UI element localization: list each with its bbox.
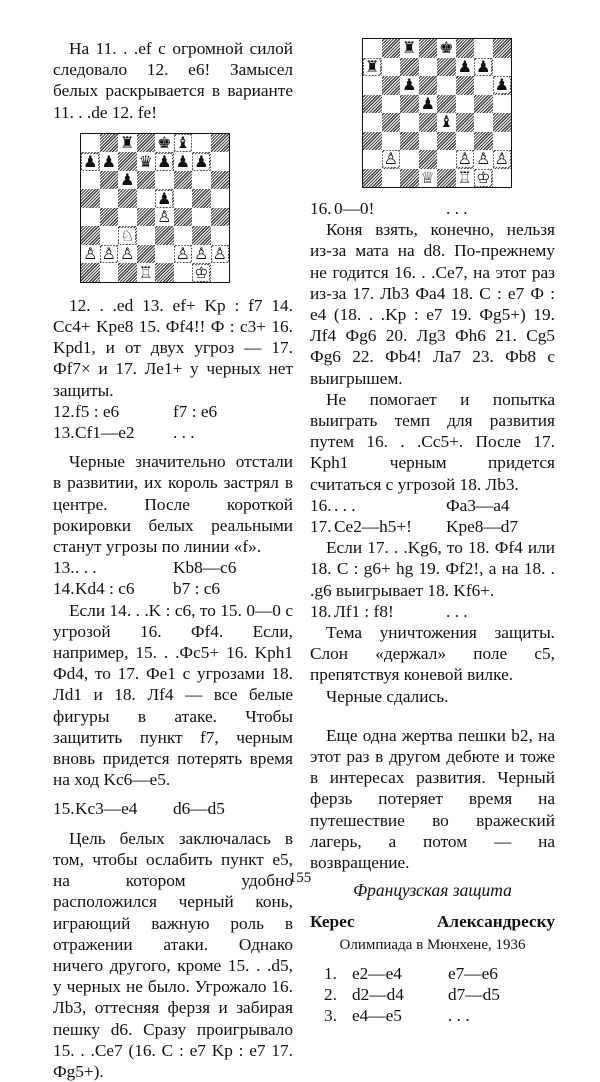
board-square bbox=[118, 245, 137, 264]
chess-piece: ♔ bbox=[476, 167, 491, 187]
chess-piece: ♟ bbox=[157, 188, 172, 208]
chess-piece: ♟ bbox=[101, 151, 116, 171]
board-square bbox=[211, 189, 230, 208]
board-square bbox=[192, 226, 211, 245]
board-square bbox=[456, 58, 475, 77]
board-square bbox=[211, 208, 230, 227]
white-move: 0—0! bbox=[334, 199, 375, 218]
board-square bbox=[211, 263, 230, 282]
black-move: f7 : e6 bbox=[173, 401, 218, 421]
board-square bbox=[400, 169, 419, 188]
board-square bbox=[211, 152, 230, 171]
move-row bbox=[53, 557, 293, 578]
board-square bbox=[118, 208, 137, 227]
board-square bbox=[211, 226, 230, 245]
board-square bbox=[419, 150, 438, 169]
chess-piece: ♙ bbox=[175, 244, 190, 264]
black-move: Kpe8—d7 bbox=[446, 517, 518, 537]
board-square bbox=[474, 113, 493, 132]
move-list bbox=[53, 401, 293, 443]
board-square bbox=[493, 169, 512, 188]
chess-piece: ♜ bbox=[402, 38, 417, 58]
board-square bbox=[100, 171, 119, 190]
chess-piece: ♟ bbox=[494, 75, 509, 95]
move-list bbox=[53, 798, 293, 819]
board-square bbox=[474, 169, 493, 188]
board-square bbox=[192, 171, 211, 190]
chess-piece: ♚ bbox=[439, 38, 454, 58]
move-number: 18. bbox=[310, 601, 332, 621]
chess-piece: ♝ bbox=[175, 133, 190, 153]
board-square bbox=[118, 134, 137, 153]
board-square bbox=[174, 245, 193, 264]
move-row bbox=[310, 963, 555, 984]
board-square bbox=[100, 245, 119, 264]
board-square bbox=[437, 39, 456, 58]
chess-piece: ♜ bbox=[120, 133, 135, 153]
move-number: 14. bbox=[53, 579, 75, 599]
board-square bbox=[174, 171, 193, 190]
chess-piece: ♙ bbox=[383, 149, 398, 169]
chess-piece: ♙ bbox=[101, 244, 116, 264]
comment-paragraph: Цель белых заключалась в том, чтобы ослабить пункт e5, на котором удобно расположился черный конь, играющий важную роль в отражении атаки. Однако ничего другого, кроме 15. . .d5, у черных не было. Угрожало 16. Лb3, оттесняя ферзя и забирая пешку d6. Сразу проигрывало 15. . .Ce7 (16. C : e7 Kp : e7 17. Фg5+). bbox=[53, 828, 293, 1081]
move-number: 16. bbox=[310, 199, 332, 218]
board-square bbox=[474, 150, 493, 169]
black-move: . . . bbox=[448, 1006, 470, 1026]
board-square bbox=[100, 208, 119, 227]
board-square bbox=[437, 169, 456, 188]
black-move: . . . bbox=[446, 601, 468, 621]
board-square bbox=[192, 245, 211, 264]
board-square bbox=[81, 189, 100, 208]
move-row bbox=[310, 516, 555, 537]
chess-piece: ♟ bbox=[420, 93, 435, 113]
board-square bbox=[81, 134, 100, 153]
board-square bbox=[100, 152, 119, 171]
chess-piece: ♝ bbox=[439, 112, 454, 132]
chess-diagram-2 bbox=[362, 38, 512, 188]
board-square bbox=[456, 150, 475, 169]
board-square bbox=[400, 95, 419, 114]
chess-piece: ♙ bbox=[120, 244, 135, 264]
comment-paragraph: Коня взять, конечно, нельзя из-за мата на d8. По-прежнему не годится 16. . .Ce7, на этот раз из-за 17. Лb3 Фa4 18. C : e7 Ф : e4 (18. . .Kp : e7 19. Фg5+) 19. Лf4 Фg6 20. Лg3 Фh6 21. Cg5 Фg6 22. Фb4! Лa7 23. Фb8 с выигрышем. bbox=[310, 220, 555, 388]
board-square bbox=[456, 113, 475, 132]
white-move: e2—e4 bbox=[352, 964, 402, 984]
chess-piece: ♜ bbox=[365, 56, 380, 76]
board-square bbox=[400, 76, 419, 95]
chess-piece: ♙ bbox=[194, 244, 209, 264]
event-line: Олимпиада в Мюнхене, 1936 bbox=[339, 937, 526, 954]
move-number: 13. bbox=[53, 558, 75, 578]
black-move: Kb8—c6 bbox=[173, 558, 237, 578]
move-row bbox=[53, 401, 293, 422]
comment-paragraph: 12. . .ed 13. ef+ Kp : f7 14. Cc4+ Kpe8 15. Фf4!! Ф : c3+ 16. Kpd1, и от двух угроз — 17. Фf7× и 17. Ле1+ у черных нет защиты. bbox=[53, 295, 293, 400]
board-square bbox=[155, 245, 174, 264]
board-square bbox=[419, 95, 438, 114]
black-move: b7 : c6 bbox=[173, 579, 221, 599]
opening-title: Французская защита bbox=[353, 880, 512, 901]
board-square bbox=[363, 169, 382, 188]
move-list bbox=[310, 198, 555, 219]
black-move: . . . bbox=[446, 199, 468, 218]
board-square bbox=[211, 134, 230, 153]
white-move: f5 : e6 bbox=[75, 401, 120, 421]
chess-piece: ♙ bbox=[157, 207, 172, 227]
board-square bbox=[100, 189, 119, 208]
chess-piece: ♟ bbox=[402, 75, 417, 95]
move-row bbox=[53, 578, 293, 599]
board-square bbox=[363, 150, 382, 169]
black-player: Александреску bbox=[436, 912, 555, 932]
board-square bbox=[155, 263, 174, 282]
chess-piece: ♟ bbox=[157, 151, 172, 171]
board-square bbox=[100, 134, 119, 153]
move-number: 12. bbox=[53, 401, 75, 421]
board-square bbox=[382, 39, 401, 58]
board-square bbox=[419, 169, 438, 188]
move-list bbox=[53, 557, 293, 599]
board-square bbox=[456, 132, 475, 151]
board-square bbox=[437, 76, 456, 95]
board-square bbox=[363, 113, 382, 132]
chess-piece: ♙ bbox=[457, 149, 472, 169]
board-square bbox=[419, 76, 438, 95]
board-square bbox=[81, 208, 100, 227]
board-square bbox=[382, 169, 401, 188]
board-square bbox=[192, 134, 211, 153]
move-row bbox=[310, 495, 555, 516]
black-move: Фa3—a4 bbox=[446, 495, 510, 515]
black-move: e7—e6 bbox=[448, 964, 498, 984]
board-square bbox=[137, 134, 156, 153]
game-move-list bbox=[310, 963, 555, 1026]
board-square bbox=[456, 76, 475, 95]
board-square bbox=[363, 95, 382, 114]
board-square bbox=[137, 263, 156, 282]
board-square bbox=[456, 95, 475, 114]
comment-paragraph: Черные значительно отстали в развитии, их король застрял в центре. После короткой рокировки белых реальными станут угрозы по линии «f». bbox=[53, 452, 293, 557]
board-square bbox=[400, 39, 419, 58]
board-square bbox=[155, 171, 174, 190]
board-square bbox=[137, 171, 156, 190]
board-square bbox=[155, 134, 174, 153]
board-square bbox=[81, 245, 100, 264]
board-square bbox=[81, 152, 100, 171]
board-square bbox=[174, 189, 193, 208]
chess-piece: ♔ bbox=[194, 262, 209, 282]
board-square bbox=[211, 171, 230, 190]
board-square bbox=[382, 113, 401, 132]
board-square bbox=[192, 152, 211, 171]
move-number: 17. bbox=[310, 517, 332, 537]
black-move: . . . bbox=[173, 423, 195, 443]
board-square bbox=[456, 39, 475, 58]
board-square bbox=[118, 171, 137, 190]
board-square bbox=[174, 208, 193, 227]
board-square bbox=[493, 39, 512, 58]
board-square bbox=[363, 39, 382, 58]
board-square bbox=[400, 132, 419, 151]
chess-piece: ♟ bbox=[457, 56, 472, 76]
white-move: Лf1 : f8! bbox=[334, 601, 394, 621]
comment-paragraph: Если 17. . .Kg6, то 18. Фf4 или 18. C : g6+ hg 19. Фf2!, а на 18. . .g6 выигрывает 18. Kf6+. bbox=[310, 538, 555, 600]
board-square bbox=[137, 208, 156, 227]
board-square bbox=[192, 189, 211, 208]
board-square bbox=[363, 76, 382, 95]
move-row bbox=[310, 198, 555, 219]
black-move: d6—d5 bbox=[173, 799, 225, 819]
chess-piece: ♖ bbox=[457, 167, 472, 187]
board-square bbox=[437, 150, 456, 169]
board-square bbox=[100, 226, 119, 245]
board-square bbox=[493, 58, 512, 77]
white-move: Cf1—e2 bbox=[75, 423, 135, 443]
board-square bbox=[118, 263, 137, 282]
move-number: 15. bbox=[53, 799, 75, 819]
move-number: 1. bbox=[324, 964, 337, 984]
white-move: . . . bbox=[334, 495, 356, 515]
chess-piece: ♛ bbox=[138, 151, 153, 171]
comment-paragraph: Черные сдались. bbox=[326, 686, 449, 706]
chess-piece: ♟ bbox=[120, 170, 135, 190]
chess-piece: ♙ bbox=[212, 244, 227, 264]
board-square bbox=[493, 132, 512, 151]
move-list bbox=[310, 495, 555, 537]
board-square bbox=[382, 58, 401, 77]
board-square bbox=[118, 226, 137, 245]
board-square bbox=[192, 263, 211, 282]
chess-piece: ♟ bbox=[476, 56, 491, 76]
chess-piece: ♙ bbox=[476, 149, 491, 169]
chess-piece: ♘ bbox=[120, 225, 135, 245]
board-square bbox=[81, 171, 100, 190]
white-move: Ce2—h5+! bbox=[334, 517, 412, 537]
move-number: 3. bbox=[324, 1006, 337, 1026]
move-row bbox=[310, 601, 555, 622]
white-move: . . . bbox=[75, 558, 97, 578]
chess-piece: ♙ bbox=[494, 149, 509, 169]
board-square bbox=[493, 76, 512, 95]
board-square bbox=[174, 152, 193, 171]
page-number: 155 bbox=[288, 870, 312, 886]
move-number: 13. bbox=[53, 423, 75, 443]
board-square bbox=[474, 39, 493, 58]
board-square bbox=[155, 226, 174, 245]
move-row bbox=[310, 1005, 555, 1026]
move-row bbox=[310, 984, 555, 1005]
board-square bbox=[382, 76, 401, 95]
board-square bbox=[174, 226, 193, 245]
board-square bbox=[474, 95, 493, 114]
move-number: 16. bbox=[310, 495, 332, 515]
board-square bbox=[419, 39, 438, 58]
board-square bbox=[437, 132, 456, 151]
move-list bbox=[310, 601, 555, 622]
board-square bbox=[437, 113, 456, 132]
white-move: Kd4 : c6 bbox=[75, 579, 135, 599]
board-square bbox=[437, 58, 456, 77]
chess-piece: ♖ bbox=[138, 262, 153, 282]
board-square bbox=[419, 58, 438, 77]
board-square bbox=[137, 152, 156, 171]
board-square bbox=[174, 134, 193, 153]
chess-piece: ♕ bbox=[420, 167, 435, 187]
board-square bbox=[493, 113, 512, 132]
intro-paragraph: Еще одна жертва пешки b2, на этот раз в другом дебюте и тоже в интересах развития. Черный ферзь потеряет время на путешествие во вражеский лагерь, а потом — на возвращение. bbox=[310, 725, 555, 873]
board-square bbox=[400, 150, 419, 169]
board-square bbox=[382, 150, 401, 169]
comment-paragraph: Если 14. . .K : c6, то 15. 0—0 с угрозой 16. Фf4. Если, например, 15. . .Фc5+ 16. Kph1 Фd4, то 17. Фe1 с угрозами 18. Лd1 и 18. Лf4 — все белые фигуры в атаке. Чтобы защитить пункт f7, черным вновь придется потерять время на ход Kc6—e5. bbox=[53, 600, 293, 790]
board-square bbox=[155, 152, 174, 171]
chess-piece: ♚ bbox=[157, 133, 172, 153]
move-row bbox=[53, 798, 293, 819]
board-square bbox=[192, 208, 211, 227]
move-number: 2. bbox=[324, 985, 337, 1005]
board-square bbox=[400, 58, 419, 77]
move-row bbox=[53, 422, 293, 443]
players-line bbox=[310, 911, 555, 933]
board-square bbox=[382, 132, 401, 151]
board-square bbox=[474, 132, 493, 151]
board-square bbox=[493, 95, 512, 114]
left-column bbox=[53, 38, 293, 1082]
chess-piece: ♟ bbox=[83, 151, 98, 171]
board-square bbox=[419, 132, 438, 151]
board-square bbox=[118, 189, 137, 208]
chess-piece: ♙ bbox=[83, 244, 98, 264]
board-square bbox=[493, 150, 512, 169]
board-square bbox=[174, 263, 193, 282]
board-square bbox=[382, 95, 401, 114]
board-square bbox=[474, 58, 493, 77]
board-square bbox=[474, 76, 493, 95]
board-square bbox=[155, 208, 174, 227]
white-move: d2—d4 bbox=[352, 985, 404, 1005]
intro-paragraph: На 11. . .ef с огромной силой следовало 12. e6! Замысел белых раскрывается в варианте 11. . .de 12. fe! bbox=[53, 39, 293, 122]
board-square bbox=[81, 226, 100, 245]
chess-piece: ♟ bbox=[194, 151, 209, 171]
board-square bbox=[118, 152, 137, 171]
board-square bbox=[100, 263, 119, 282]
white-player: Керес bbox=[310, 912, 355, 932]
board-square bbox=[363, 58, 382, 77]
white-move: Kc3—e4 bbox=[75, 799, 138, 819]
board-square bbox=[456, 169, 475, 188]
board-square bbox=[137, 189, 156, 208]
board-square bbox=[437, 95, 456, 114]
chess-diagram-1 bbox=[80, 133, 230, 283]
black-move: d7—d5 bbox=[448, 985, 500, 1005]
board-square bbox=[81, 263, 100, 282]
board-square bbox=[137, 226, 156, 245]
white-move: e4—e5 bbox=[352, 1006, 402, 1026]
board-square bbox=[155, 189, 174, 208]
board-square bbox=[211, 245, 230, 264]
comment-paragraph: Тема уничтожения защиты. Слон «держал» поле c5, препятствуя коневой вилке. bbox=[310, 623, 555, 685]
board-square bbox=[400, 113, 419, 132]
board-square bbox=[137, 245, 156, 264]
comment-paragraph: Не помогает и попытка выиграть темп для развития путем 16. . .Cc5+. После 17. Kph1 черным придется считаться с угрозой 18. Лb3. bbox=[310, 389, 555, 494]
chess-piece: ♟ bbox=[175, 151, 190, 171]
board-square bbox=[363, 132, 382, 151]
board-square bbox=[419, 113, 438, 132]
